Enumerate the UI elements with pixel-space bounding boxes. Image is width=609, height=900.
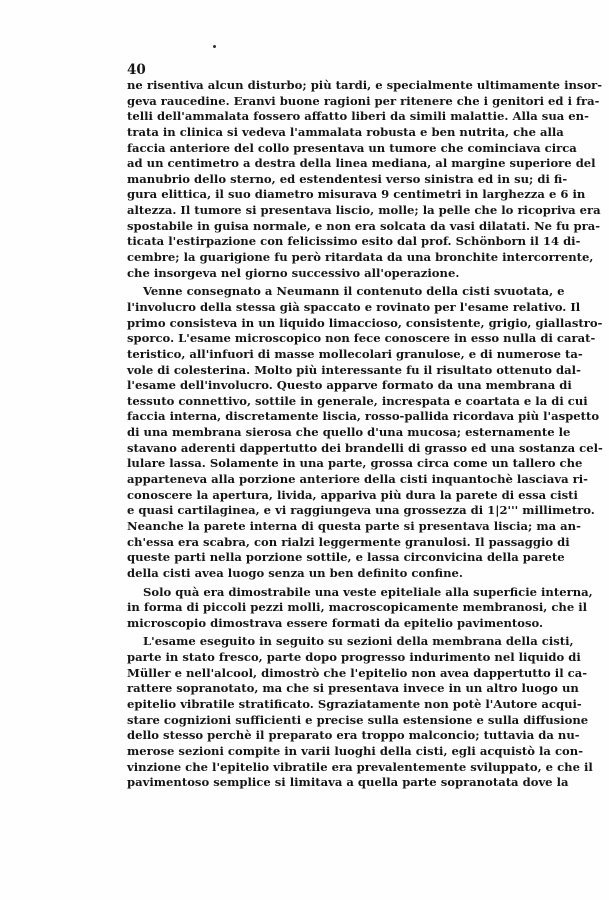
paragraph: [127, 284, 603, 581]
body-text: [127, 78, 603, 791]
text-line: conoscere la apertura, livida, appariva più dura la parete di essa cisti: [127, 487, 578, 502]
text-line: Neanche la parete interna di questa parte si presentava liscia; ma an-: [127, 518, 581, 533]
text-line: lulare lassa. Solamente in una parte, grossa circa come un tallero che: [127, 456, 583, 471]
text-line: vole di colesterina. Molto più interessante fu il risultato ottenuto dal-: [127, 362, 581, 377]
page-number: 40: [127, 62, 146, 78]
text-line: pavimentoso semplice si limitava a quella parte sopranotata dove la: [127, 775, 569, 790]
paragraph: [127, 78, 603, 281]
text-line: l'involucro della stessa già spaccato e rovinato per l'esame relativo. Il: [127, 299, 581, 314]
text-line: manubrio dello sterno, ed estendentesi verso sinistra ed in su; di fi-: [127, 171, 568, 186]
text-line: ticata l'estirpazione con felicissimo esito dal prof. Schönborn il 14 di-: [127, 234, 581, 249]
text-line: tessuto connettivo, sottile in generale, increspata e coartata e la di cui: [127, 393, 588, 408]
text-line: ad un centimetro a destra della linea mediana, al margine superiore del: [127, 156, 596, 171]
text-line: Müller e nell'alcool, dimostrò che l'epitelio non avea dappertutto il ca-: [127, 665, 588, 680]
text-line: l'esame dell'involucro. Questo apparve formato da una membrana di: [127, 378, 572, 393]
text-line: stare cognizioni sufficienti e precise sulla estensione e sulla diffusione: [127, 712, 589, 727]
text-line: dello stesso perchè il preparato era troppo malconcio; tuttavia da nu-: [127, 728, 580, 743]
text-line: gura elittica, il suo diametro misurava 9 centimetri in larghezza e 6 in: [127, 187, 586, 202]
text-line: altezza. Il tumore si presentava liscio, molle; la pelle che lo ricopriva era: [127, 203, 601, 218]
text-line: geva raucedine. Eranvi buone ragioni per ritenere che i genitori ed i fra-: [127, 93, 600, 108]
text-line: Solo quà era dimostrabile una veste epiteliale alla superficie interna,: [143, 584, 593, 599]
text-line: faccia anteriore del collo presentava un tumore che cominciava circa: [127, 140, 577, 155]
text-line: che insorgeva nel giorno successivo all'operazione.: [127, 265, 460, 280]
text-line: cembre; la guarigione fu però ritardata da una bronchite intercorrente,: [127, 250, 594, 265]
text-line: Venne consegnato a Neumann il contenuto della cisti svuotata, e: [143, 284, 565, 299]
text-line: stavano aderenti dappertutto dei brandelli di grasso ed una sostanza cel-: [127, 440, 603, 455]
text-line: e quasi cartilaginea, e vi raggiungeva una grossezza di 1|2''' millimetro.: [127, 503, 595, 518]
text-line: queste parti nella porzione sottile, e lassa circonvicina della parete: [127, 550, 565, 565]
text-line: della cisti avea luogo senza un ben definito confine.: [127, 565, 463, 580]
text-line: in forma di piccoli pezzi molli, macroscopicamente membranosi, che il: [127, 600, 588, 615]
text-line: primo consisteva in un liquido limaccioso, consistente, grigio, giallastro-: [127, 315, 603, 330]
text-line: merose sezioni compite in varii luoghi della cisti, egli acquistò la con-: [127, 743, 584, 758]
text-line: vinzione che l'epitelio vibratile era prevalentemente sviluppato, e che il: [127, 759, 593, 774]
text-line: parte in stato fresco, parte dopo progresso indurimento nel liquido di: [127, 650, 581, 665]
text-line: spostabile in guisa normale, e non era solcata da vasi dilatati. Ne fu pra-: [127, 218, 601, 233]
text-line: apparteneva alla porzione anteriore della cisti inquantochè lasciava ri-: [127, 472, 588, 487]
text-line: teristico, all'infuori di masse mollecolari granulose, e di numerose ta-: [127, 346, 583, 361]
text-line: di una membrana sierosa che quello d'una mucosa; esternamente le: [127, 425, 571, 440]
text-line: L'esame eseguito in seguito su sezioni della membrana della cisti,: [143, 634, 574, 649]
paragraph: [127, 634, 593, 790]
text-line: ch'essa era scabra, con rialzi leggermente granulosi. Il passaggio di: [127, 534, 570, 549]
text-line: epitelio vibratile stratificato. Sgraziatamente non potè l'Autore acqui-: [127, 696, 582, 711]
text-line: sporco. L'esame microscopico non fece conoscere in esso nulla di carat-: [127, 331, 596, 346]
text-line: faccia interna, discretamente liscia, rosso-pallida ricordava più l'aspetto: [127, 409, 600, 424]
text-line: telli dell'ammalata fossero affatto liberi da simili malattie. Alla sua en-: [127, 109, 589, 124]
paragraph: [127, 584, 593, 632]
ink-speck: [213, 45, 216, 48]
text-line: microscopio dimostrava essere formati da epitelio pavimentoso.: [127, 615, 544, 630]
text-line: ne risentiva alcun disturbo; più tardi, e specialmente ultimamente insor-: [127, 78, 603, 92]
text-line: trata in clinica si vedeva l'ammalata robusta e ben nutrita, che alla: [127, 124, 564, 139]
text-line: rattere sopranotato, ma che si presentava invece in un altro luogo un: [127, 681, 579, 696]
